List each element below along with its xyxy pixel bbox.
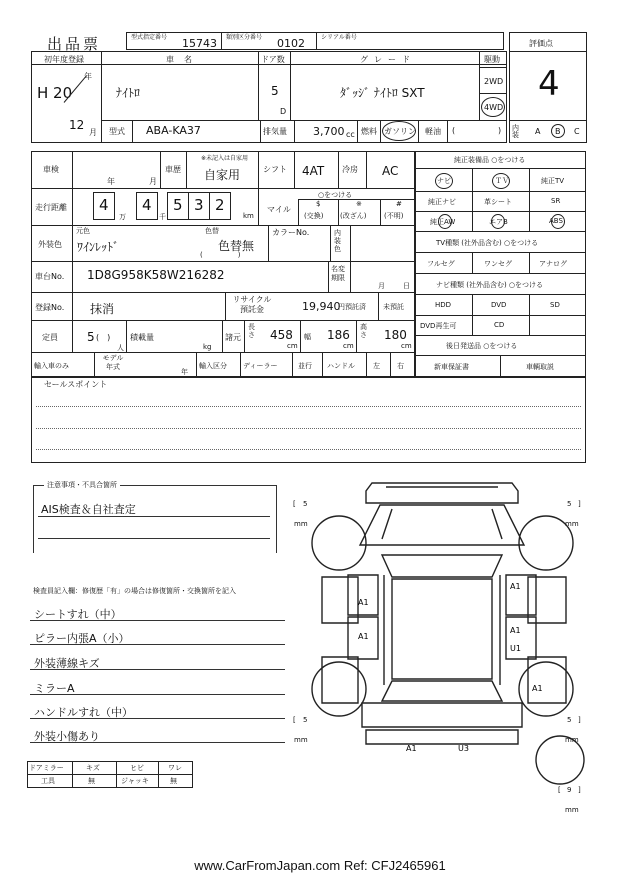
interior-label: 内装: [512, 124, 519, 139]
tv-full: フルセグ: [427, 260, 455, 268]
notes-box: [33, 485, 277, 553]
dmg-mark-5: U1: [510, 644, 521, 653]
dmg-mark-2: A1: [358, 632, 369, 641]
score: 4: [538, 64, 560, 104]
inspection-year-unit: 年: [107, 177, 115, 186]
equip-abs: ABS: [549, 217, 563, 225]
legend-header-1: ドアミラー: [29, 764, 64, 772]
interior-color-label: 内装色: [334, 229, 341, 253]
width: 186: [327, 328, 350, 342]
doors-sub: D: [280, 107, 287, 116]
car-name: ﾅｲﾄﾛ: [116, 86, 141, 100]
first-reg-month: 12: [69, 118, 85, 132]
mile-exchange-sub: (交換): [304, 212, 324, 220]
height-label: 高さ: [360, 323, 367, 339]
type-no-label: 型式指定番号: [131, 34, 168, 41]
mileage-digit-1: 4: [99, 196, 109, 214]
navi-label: ナビ種類 (社外品含む) ○をつける: [436, 281, 544, 289]
ac-label: 冷房: [342, 165, 358, 174]
load-label: 積載量: [130, 333, 154, 342]
ac: AC: [382, 164, 399, 178]
navi-hdd: HDD: [435, 301, 452, 309]
legend-value-3: ジャッキ: [121, 777, 149, 785]
tread-fr-unit: mm: [565, 520, 579, 528]
legend-value-1: 工具: [41, 777, 55, 785]
fuel-label: 燃料: [361, 127, 377, 136]
genuine-label: 純正装備品 ○をつける: [454, 156, 526, 164]
dmg-mark-1: A1: [358, 598, 369, 607]
interior-b: B: [555, 127, 561, 136]
equip-genuine-navi: 純正ナビ: [428, 198, 456, 206]
original-color: ﾜｲﾝﾚｯﾄﾞ: [77, 240, 120, 254]
class-no-label: 類別区分番号: [226, 34, 263, 41]
navi-cd: CD: [494, 321, 505, 329]
year-unit: 年: [84, 72, 92, 81]
notes-line-7: 外装小傷あり: [34, 730, 100, 743]
displacement: 3,700: [313, 125, 345, 138]
mileage-label: 走行距離: [35, 203, 67, 212]
month-unit: 月: [89, 128, 97, 137]
footer-watermark: www.CarFromJapan.com Ref: CFJ2465961: [194, 858, 446, 873]
legend-value-4: 無: [170, 777, 177, 785]
mile-exchange: $: [316, 200, 321, 208]
length-cm: cm: [287, 342, 298, 350]
mileage-digit-3: 5: [173, 196, 183, 214]
dmg-mark-6: A1: [532, 684, 543, 693]
handle-right: 右: [397, 362, 404, 370]
fuel: ガソリン: [384, 127, 416, 136]
equip-tv: ＴＶ: [495, 177, 509, 185]
recycle-label: リサイクル預託金: [232, 295, 272, 314]
notes-line-1: AIS検査＆自社査定: [41, 503, 136, 516]
capacity-label: 定員: [42, 333, 58, 342]
tread-rr: 5: [567, 716, 572, 724]
color-no-label: カラーNo.: [272, 228, 310, 237]
mileage-sen: 千: [159, 213, 166, 221]
length: 458: [270, 328, 293, 342]
tread-rl-unit: mm: [294, 736, 308, 744]
handle-label: ハンドル: [327, 362, 355, 370]
mile-label: マイル: [267, 205, 291, 214]
car-damage-diagram: [292, 475, 602, 825]
sales-point-box: [31, 377, 586, 463]
class-no: 0102: [277, 37, 305, 50]
sales-point-label: セールスポイント: [44, 380, 108, 389]
tread-rl: 5: [303, 716, 308, 724]
mile-unknown: #: [396, 200, 402, 208]
doors: 5: [271, 84, 279, 98]
tread-fl: 5: [303, 500, 308, 508]
doors-label: ドア数: [261, 55, 285, 64]
mile-circle-note: ○をつける: [318, 191, 353, 199]
later-label: 後日発送品 ○をつける: [446, 342, 518, 350]
equip-aw: 純正AW: [430, 218, 456, 226]
equip-leather: 革シート: [484, 198, 512, 206]
tread-spare-unit: mm: [565, 806, 579, 814]
mile-tamper: ※: [356, 200, 362, 208]
interior-c: C: [574, 127, 580, 136]
legend-value-2: 無: [88, 777, 95, 785]
interior-a: A: [535, 127, 541, 136]
color-paren: ( ): [200, 251, 241, 259]
model-year-unit: 年: [181, 368, 188, 376]
handle-left: 左: [373, 362, 380, 370]
serial-label: シリアル番号: [321, 34, 357, 41]
original-color-label: 元色: [76, 227, 90, 235]
car-name-label: 車名: [166, 55, 202, 64]
equip-sr: SR: [551, 197, 561, 205]
name-change-day: 日: [403, 282, 410, 290]
legend-header-3: ヒビ: [130, 764, 144, 772]
tv-label: TV種類 (社外品含む) ○をつける: [436, 239, 539, 247]
recycle: 19,940: [302, 300, 341, 313]
navi-dvd-play: DVD再生可: [420, 322, 457, 330]
inspection-month-unit: 月: [149, 177, 157, 186]
navi-sd: SD: [550, 301, 560, 309]
registration: 抹消: [90, 302, 115, 316]
dmg-mark-4: A1: [510, 626, 521, 635]
tread-spare: 9: [567, 786, 572, 794]
car-use: 自家用: [204, 168, 241, 182]
tread-fr: 5: [567, 500, 572, 508]
notes-line-2: シートすれ（中）: [34, 608, 122, 621]
capacity: 5: [87, 330, 95, 344]
drive-label: 駆動: [484, 55, 500, 64]
dim-label: 諸元: [225, 333, 241, 342]
mile-tamper-sub: (改ざん): [340, 212, 367, 220]
notes-line-4: 外装薄線キズ: [34, 657, 100, 670]
interior-b-circle: [551, 124, 565, 138]
first-reg-year: H 20: [37, 84, 73, 102]
import-parallel: 並行: [298, 362, 312, 370]
width-label: 幅: [304, 333, 311, 341]
mileage-km: km: [243, 212, 254, 220]
import-dealer: ディーラー: [243, 362, 278, 370]
chassis: 1D8G958K58W216282: [87, 268, 225, 282]
displacement-unit: cc: [346, 130, 355, 139]
shift-label: シフト: [263, 165, 287, 174]
capacity-unit: 人: [117, 344, 124, 352]
color-change: 色替無: [218, 239, 255, 253]
model-year-label: モデル年式: [102, 354, 124, 371]
mileage-man: 万: [119, 213, 126, 221]
equip-navi: ナビ: [437, 177, 451, 185]
grade: ﾀﾞｯｼﾞ ﾅｲﾄﾛ SXT: [340, 86, 425, 100]
registration-label: 登録No.: [35, 303, 65, 312]
equip-genuine-tv: 純正TV: [541, 177, 565, 185]
name-change-label: 名変期限: [331, 265, 345, 282]
name-change-month: 月: [378, 282, 385, 290]
inspection-label: 車検: [43, 165, 59, 174]
drive-2wd: 2WD: [484, 77, 504, 86]
width-cm: cm: [343, 342, 354, 350]
navi-dvd: DVD: [491, 301, 507, 309]
shift: 4AT: [302, 164, 325, 178]
mileage-digit-4: 3: [194, 196, 204, 214]
notes-line-3: ピラー内張A（小）: [34, 632, 130, 645]
mile-unknown-sub: (不明): [384, 212, 404, 220]
car-use-label: 車歴: [165, 165, 181, 174]
chassis-label: 車台No.: [35, 272, 65, 281]
displacement-label: 排気量: [263, 127, 287, 136]
score-label: 評価点: [529, 39, 553, 48]
first-reg-label: 初年度登録: [44, 55, 84, 64]
height: 180: [384, 328, 407, 342]
notes-line-5: ミラーA: [34, 682, 75, 695]
dmg-mark-8: U3: [458, 744, 469, 753]
drive-4wd: 4WD: [484, 103, 504, 112]
drive-4wd-circle: [481, 97, 505, 117]
import-label: 輸入車のみ: [34, 362, 69, 370]
import-type-label: 輸入区分: [199, 362, 227, 370]
model: ABA-KA37: [146, 124, 201, 137]
form-title: 出品票: [47, 35, 102, 53]
tread-rr-unit: mm: [565, 736, 579, 744]
inspector-heading: 検査員記入欄：修復歴「有」の場合は修復箇所・交換箇所を記入: [33, 587, 236, 595]
dmg-mark-7: A1: [406, 744, 417, 753]
color-change-label: 色替: [205, 227, 219, 235]
mileage-digit-5: 2: [215, 196, 225, 214]
later-warranty: 新車保証書: [434, 363, 469, 371]
fuel-circle: [382, 121, 416, 141]
legend-header-2: キズ: [86, 764, 100, 772]
load-unit: kg: [203, 343, 212, 351]
tread-fl-unit: mm: [294, 520, 308, 528]
dmg-mark-3: A1: [510, 582, 521, 591]
notes-line-6: ハンドルすれ（中）: [34, 706, 133, 719]
equip-airbag: エアB: [489, 218, 508, 226]
recycle-unpaid: 未預託: [383, 303, 404, 311]
model-label: 型式: [109, 127, 125, 136]
light-oil-label: 軽油: [425, 127, 441, 136]
car-use-note: ※未記入は自家用: [201, 155, 249, 162]
mileage-digit-2: 4: [142, 196, 152, 214]
tv-analog: アナログ: [539, 260, 567, 268]
tv-oneseg: ワンセグ: [484, 260, 512, 268]
legend-header-4: ワレ: [168, 764, 182, 772]
length-label: 長さ: [248, 323, 255, 339]
recycle-unit: 円預託済: [338, 303, 366, 311]
later-manual: 車輌取説: [526, 363, 554, 371]
type-no: 15743: [182, 37, 217, 50]
notes-heading: 注意事項・不具合箇所: [44, 480, 120, 490]
height-cm: cm: [401, 342, 412, 350]
color-label: 外装色: [38, 240, 62, 249]
grade-label: グレード: [360, 55, 416, 64]
